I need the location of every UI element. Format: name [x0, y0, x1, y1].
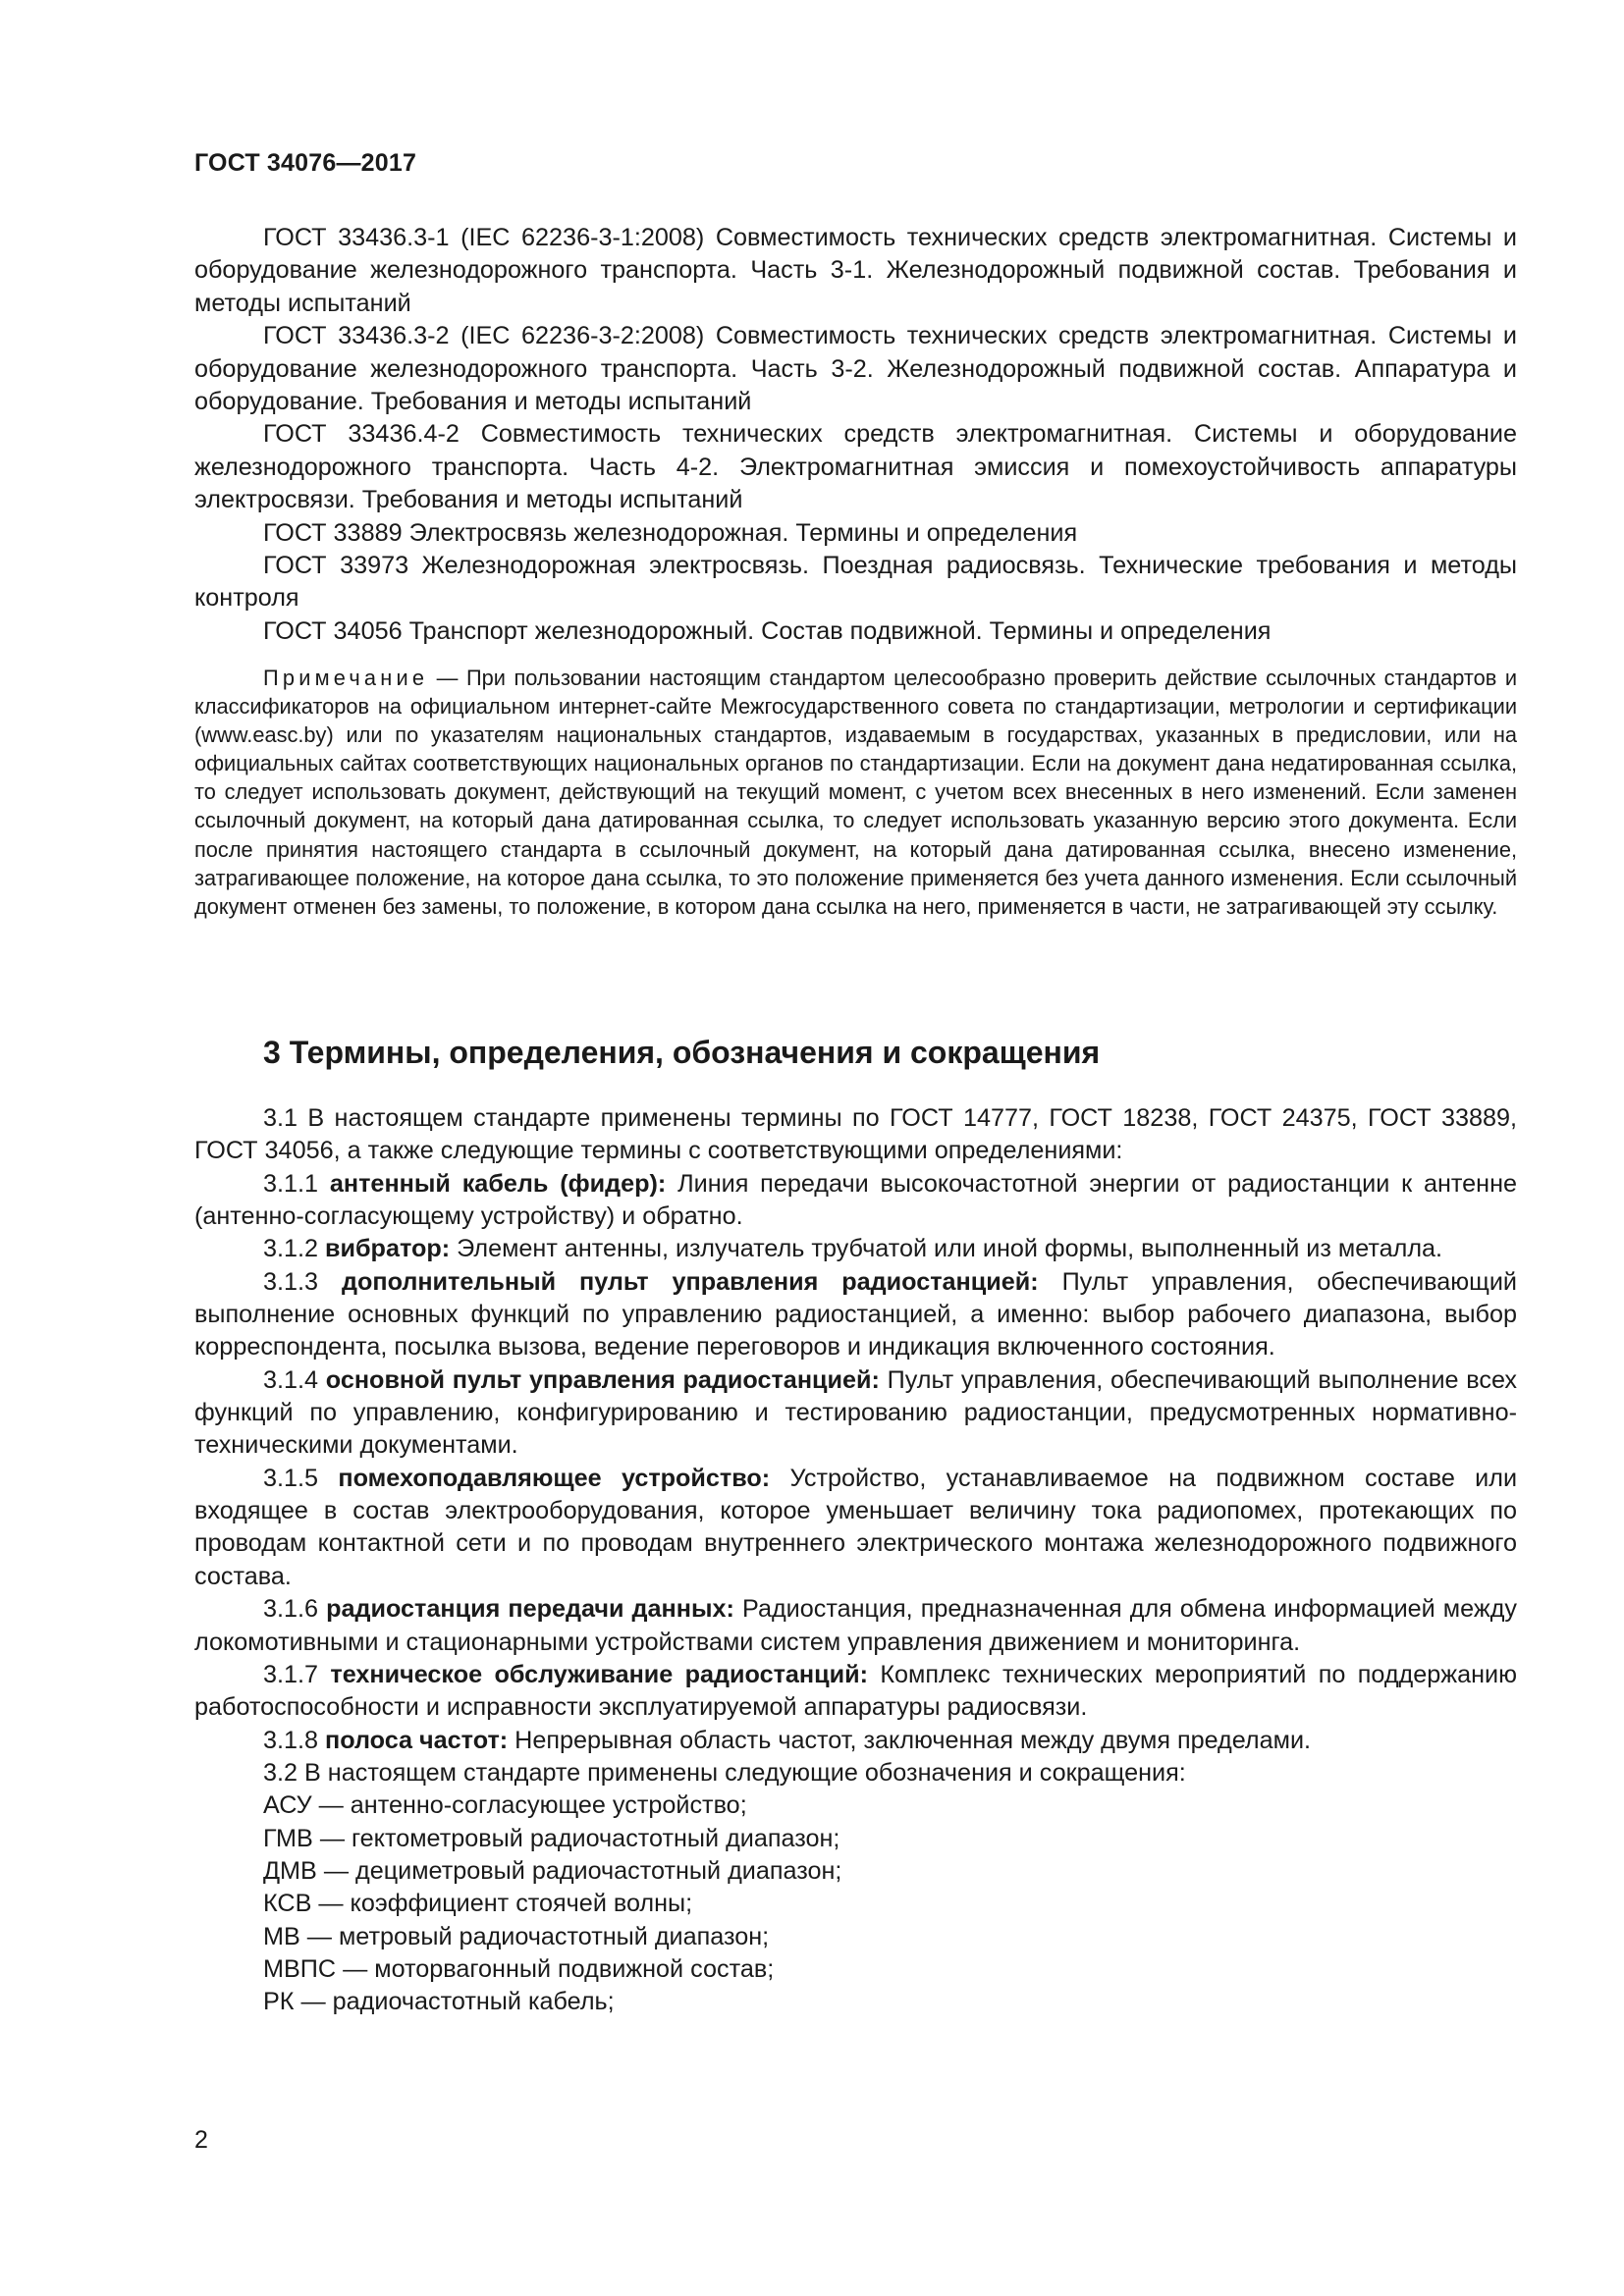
note-text: — При пользовании настоящим стандартом целесообразно проверить действие ссылочных стандартов и классификаторов на официальном интернет-сайте Межгосударственного совета по стандартизации, метрологии и сертификации (www.easc.by) или по указателям национальных стандартов, издаваемым в государствах, указанных в предисловии, или на официальных сайтах соответствующих национальных органов по стандартизации. Если на документ дана недатированная ссылка, то следует использовать документ, действующий на текущий момент, с учетом всех внесенных в него изменений. Если заменен ссылочный документ, на который дана датированная ссылка, то следует использовать указанную версию этого документа. Если после принятия настоящего стандарта в ссылочный документ, на который дана датированная ссылка, внесено изменение, затрагивающее положение, на которое дана ссылка, то это положение применяется без учета данного изменения. Если ссылочный документ отменен без замены, то положение, в котором дана ссылка на него, применяется в части, не затрагивающей эту ссылку. [194, 666, 1517, 919]
term-number: 3.1.7 [263, 1660, 319, 1688]
abbreviation-item: КСВ — коэффициент стоячей волны; [263, 1890, 693, 1918]
term-entry [194, 1725, 1517, 1757]
abbreviation-item: РК — радиочастотный кабель; [263, 1988, 615, 2016]
term-name: антенный кабель (фидер): [329, 1169, 667, 1198]
term-entry [194, 1168, 1517, 1234]
term-entry [194, 1659, 1517, 1725]
term-definition: Пульт управления, обеспечивающий выполнение основных функций по управлению радиостанцией, а именно: выбор рабочего диапазона, выбор корреспондента, посылка вызова, ведение переговоров и индикация включенного состояния. [194, 1267, 1518, 1362]
terms-intro: 3.1 В настоящем стандарте применены термины по ГОСТ 14777, ГОСТ 18238, ГОСТ 24375, ГОСТ 33889, ГОСТ 34056, а также следующие термины с соответствующими определениями: [194, 1104, 1517, 1165]
term-number: 3.1.3 [263, 1267, 319, 1296]
note-label: Примечание [263, 666, 429, 690]
section-title: 3 Термины, определения, обозначения и сокращения [263, 1035, 1101, 1070]
terms-section [194, 1102, 1517, 2019]
abbreviation-item: АСУ — антенно-согласующее устройство; [263, 1791, 747, 1820]
abbreviation-item: МВ — метровый радиочастотный диапазон; [263, 1922, 770, 1950]
term-name: радиостанция передачи данных: [326, 1595, 734, 1624]
normative-references-list [194, 222, 1517, 648]
term-name: помехоподавляющее устройство: [338, 1464, 771, 1492]
term-name: вибратор: [325, 1235, 451, 1263]
term-name: полоса частот: [325, 1726, 509, 1754]
term-number: 3.1.4 [263, 1365, 319, 1394]
abbreviations-intro: 3.2 В настоящем стандарте применены следующие обозначения и сокращения: [263, 1758, 1186, 1787]
term-definition: Линия передачи высокочастотной энергии от радиостанции к антенне (антенно-согласующему устройству) и обратно. [194, 1169, 1517, 1231]
reference-item: ГОСТ 33973 Железнодорожная электросвязь. Поездная радиосвязь. Технические требования и методы контроля [194, 552, 1517, 613]
reference-item: ГОСТ 33436.4-2 Совместимость технических средств электромагнитная. Системы и оборудование железнодорожного транспорта. Часть 4-2. Электромагнитная эмиссия и помехоустойчивость аппаратуры электросвязи. Требования и методы испытаний [194, 420, 1517, 514]
term-definition: Элемент антенны, излучатель трубчатой или иной формы, выполненный из металла. [457, 1235, 1443, 1263]
term-name: техническое обслуживание радиостанций: [330, 1660, 868, 1688]
term-number: 3.1.2 [263, 1235, 319, 1263]
term-name: основной пульт управления радиостанцией: [325, 1365, 880, 1394]
term-entry [194, 1364, 1517, 1463]
reference-item: ГОСТ 33436.3-1 (IEC 62236-3-1:2008) Совместимость технических средств электромагнитная. Системы и оборудование железнодорожного транспорта. Часть 3-1. Железнодорожный подвижной состав. Требования и методы испытаний [194, 224, 1517, 317]
abbreviation-item: МВПС — моторвагонный подвижной состав; [263, 1954, 775, 1983]
term-definition: Непрерывная область частот, заключенная между двумя пределами. [514, 1726, 1312, 1754]
term-definition: Радиостанция, предназначенная для обмена информацией между локомотивными и стационарными устройствами систем управления движением и мониторинга. [194, 1595, 1517, 1656]
document-code-header: ГОСТ 34076—2017 [194, 149, 417, 177]
term-entry [194, 1463, 1517, 1593]
term-number: 3.1.8 [263, 1726, 319, 1754]
reference-item: ГОСТ 34056 Транспорт железнодорожный. Состав подвижной. Термины и определения [263, 616, 1272, 645]
reference-item: ГОСТ 33889 Электросвязь железнодорожная. Термины и определения [263, 518, 1078, 547]
page-number: 2 [194, 2126, 208, 2154]
term-number: 3.1.1 [263, 1169, 319, 1198]
term-definition: Комплекс технических мероприятий по поддержанию работоспособности и исправности эксплуатируемой аппаратуры радиосвязи. [194, 1660, 1517, 1722]
term-definition: Устройство, устанавливаемое на подвижном составе или входящее в состав электрооборудования, которое уменьшает величину тока радиопомех, протекающих по проводам контактной сети и по проводам внутреннего электрического монтажа железнодорожного подвижного состава. [194, 1464, 1518, 1590]
term-entry [194, 1593, 1517, 1659]
abbreviation-item: ДМВ — дециметровый радиочастотный диапазон; [263, 1856, 842, 1885]
term-entry [194, 1233, 1517, 1265]
term-number: 3.1.5 [263, 1464, 319, 1492]
reference-item: ГОСТ 33436.3-2 (IEC 62236-3-2:2008) Совместимость технических средств электромагнитная. Системы и оборудование железнодорожного транспорта. Часть 3-2. Железнодорожный подвижной состав. Аппаратура и оборудование. Требования и методы испытаний [194, 322, 1517, 416]
term-number: 3.1.6 [263, 1595, 319, 1624]
term-entry [194, 1266, 1517, 1364]
term-definition: Пульт управления, обеспечивающий выполнение всех функций по управлению, конфигурированию и тестированию радиостанции, предусмотренных нормативно-техническими документами. [194, 1365, 1518, 1460]
term-name: дополнительный пульт управления радиостанцией: [342, 1267, 1039, 1296]
abbreviation-item: ГМВ — гектометровый радиочастотный диапазон; [263, 1824, 840, 1852]
note-block [194, 664, 1517, 921]
